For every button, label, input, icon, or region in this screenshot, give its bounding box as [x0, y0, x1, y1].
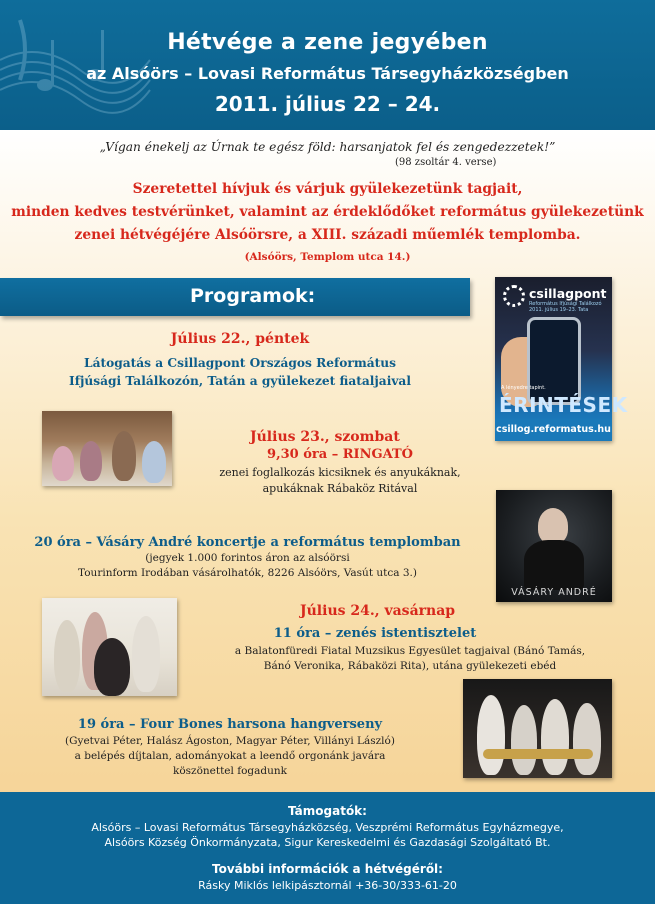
programs-banner	[0, 278, 470, 316]
phone-icon	[527, 317, 581, 405]
info-heading: További információk a hétvégéről:	[212, 862, 443, 876]
day3-date: Július 24., vasárnap	[300, 603, 456, 619]
day2-event1-line-2: apukáknak Rábaköz Ritával	[262, 482, 418, 495]
invitation-line-1: Szeretettel hívjuk és várjuk gyülekezetünk tagjait,	[132, 181, 523, 197]
day3-event2-line-1: (Gyetvai Péter, Halász Ágoston, Magyar Péter, Villányi László)	[65, 735, 395, 747]
sponsors-line-2: Alsóörs Község Önkormányzata, Sigur Kereskedelmi és Gazdasági Szolgáltató Bt.	[104, 836, 551, 849]
csillagpont-tagline: A lényedre tapint.	[501, 385, 546, 391]
musicians-photo	[42, 598, 177, 696]
day2-event1-line-1: zenei foglalkozás kicsiknek és anyukáknak,	[219, 466, 461, 479]
day2-event1-title: 9,30 óra – RINGATÓ	[267, 447, 413, 462]
programs-label: Programok:	[190, 285, 316, 307]
day2-event2-line-2: Tourinform Irodában vásárolhatók, 8226 Alsóörs, Vasút utca 3.)	[78, 567, 417, 579]
quote-text: „Vígan énekelj az Úrnak te egész föld: harsanjatok fel és zengedezzetek!”	[99, 140, 556, 154]
day3-event1-line-2: Bánó Veronika, Rábaközi Rita), utána gyülekezeti ebéd	[263, 660, 557, 672]
csillagpont-url: csillog.reformatus.hu	[495, 419, 612, 441]
day3-event2-line-3: köszönettel fogadunk	[172, 765, 288, 777]
footer	[0, 792, 655, 904]
sponsors-heading: Támogatók:	[288, 804, 367, 818]
day1-line-2: Ifjúsági Találkozón, Tatán a gyülekezet fiataljaival	[69, 374, 411, 388]
four-bones-photo	[463, 679, 612, 778]
invitation-line-3: zenei hétvégéjére Alsóörsre, a XIII. századi műemlék templomba.	[74, 227, 581, 243]
csillagpont-headline: ÉRINTÉSEK	[499, 393, 628, 417]
invitation-address: (Alsóörs, Templom utca 14.)	[244, 251, 411, 263]
header-banner	[0, 0, 655, 130]
day1-date: Július 22., péntek	[170, 331, 310, 347]
csillagpont-subtitle: Református Ifjúsági Találkozó 2011. július 19–23. Tata	[529, 301, 602, 313]
header-subtitle: az Alsóörs – Lovasi Református Társegyházközségben	[86, 64, 569, 83]
info-contact: Rásky Miklós lelkipásztornál +36-30/333-61-20	[198, 879, 457, 892]
vasary-andre-photo	[496, 490, 612, 602]
day2-event2-line-1: (jegyek 1.000 forintos áron az alsóörsi	[145, 552, 350, 564]
csillagpont-poster-image	[495, 277, 628, 441]
day3-event1-title: 11 óra – zenés istentisztelet	[273, 626, 477, 641]
header-title: Hétvége a zene jegyében	[167, 30, 488, 55]
csillagpont-name: csillagpont	[529, 286, 607, 301]
day3-event1-line-1: a Balatonfüredi Fiatal Muzsikus Egyesület tagjaival (Bánó Tamás,	[234, 645, 586, 657]
invitation-line-2: minden kedves testvérünket, valamint az érdeklődőket református gyülekezetünk	[11, 204, 644, 220]
trombones-shape	[483, 749, 593, 759]
day2-date: Július 23., szombat	[250, 429, 400, 445]
header-dates: 2011. július 22 – 24.	[214, 92, 441, 116]
day3-event2-line-2: a belépés díjtalan, adományokat a leendő orgonánk javára	[74, 750, 386, 762]
day3-event2-title: 19 óra – Four Bones harsona hangverseny	[77, 717, 383, 732]
csillagpont-logo-icon	[503, 285, 525, 307]
day1-line-1: Látogatás a Csillagpont Országos Református	[84, 356, 396, 370]
day2-event2-title: 20 óra – Vásáry André koncertje a református templomban	[34, 535, 461, 550]
vasary-andre-label: VÁSÁRY ANDRÉ	[511, 587, 597, 598]
quote-source: (98 zsoltár 4. verse)	[395, 157, 497, 168]
ringato-photo	[42, 411, 172, 486]
sponsors-line-1: Alsóörs – Lovasi Református Társegyházközség, Veszprémi Református Egyházmegye,	[91, 821, 564, 834]
